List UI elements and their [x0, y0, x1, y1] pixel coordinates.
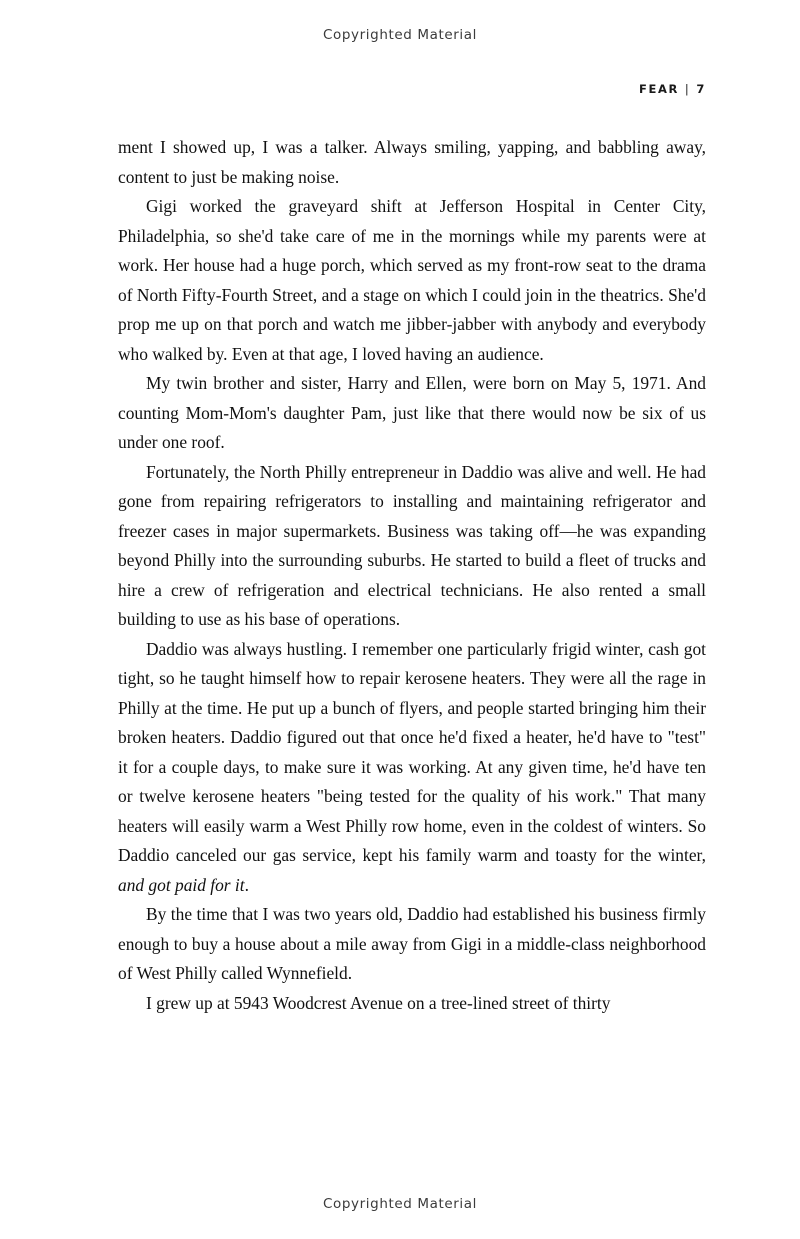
body-text: [118, 133, 706, 1018]
paragraph-house: By the time that I was two years old, Daddio had established his business firmly enough to buy a house about a mile away from Gigi in a middle-class neighborhood of West Philly called Wynnefield.: [118, 904, 706, 983]
paragraph-continuation: ment I showed up, I was a talker. Always smiling, yapping, and babbling away, content to just be making noise.: [118, 137, 706, 187]
running-head-page-number: 7: [696, 82, 706, 96]
paragraph-woodcrest: I grew up at 5943 Woodcrest Avenue on a tree-lined street of thirty: [146, 992, 611, 1013]
running-head-title: FEAR: [639, 82, 679, 96]
copyright-watermark-top: Copyrighted Material: [323, 27, 477, 43]
paragraph-hustling-part2: .: [244, 874, 249, 895]
running-head-separator: |: [684, 82, 691, 96]
paragraph-hustling-emphasis: and got paid for it: [118, 874, 245, 895]
running-head: [118, 82, 706, 96]
paragraph-hustling: [118, 635, 706, 901]
paragraph-hustling-part1: Daddio was always hustling. I remember one particularly frigid winter, cash got tight, so he taught himself how to repair kerosene heaters. They were all the rage in Philly at the time. He put up a bunch of flyers, and people started bringing him their broken heaters. Daddio figured out that once he'd fixed a heater, he'd have to "test" it for a couple days, to make sure it was working. At any given time, he'd have ten or twelve kerosene heaters "being tested for the quality of his work." That many heaters will easily warm a West Philly row home, even in the coldest of winters. So Daddio canceled our gas service, kept his family warm and toasty for the winter,: [118, 638, 706, 865]
paragraph-twins: My twin brother and sister, Harry and Ellen, were born on May 5, 1971. And counting Mom-Mom's daughter Pam, just like that there would now be six of us under one roof.: [118, 373, 706, 452]
paragraph-gigi: Gigi worked the graveyard shift at Jefferson Hospital in Center City, Philadelphia, so she'd take care of me in the mornings while my parents were at work. Her house had a huge porch, which served as my front-row seat to the drama of North Fifty-Fourth Street, and a stage on which I could join in the theatrics. She'd prop me up on that porch and watch me jibber-jabber with anybody and everybody who walked by. Even at that age, I loved having an audience.: [118, 196, 706, 364]
paragraph-entrepreneur: Fortunately, the North Philly entrepreneur in Daddio was alive and well. He had gone from repairing refrigerators to installing and maintaining refrigerator and freezer cases in major supermarkets. Business was taking off—he was expanding beyond Philly into the surrounding suburbs. He started to build a fleet of trucks and hire a crew of refrigeration and electrical technicians. He also rented a small building to use as his base of operations.: [118, 461, 706, 629]
copyright-watermark-bottom: Copyrighted Material: [323, 1196, 477, 1212]
